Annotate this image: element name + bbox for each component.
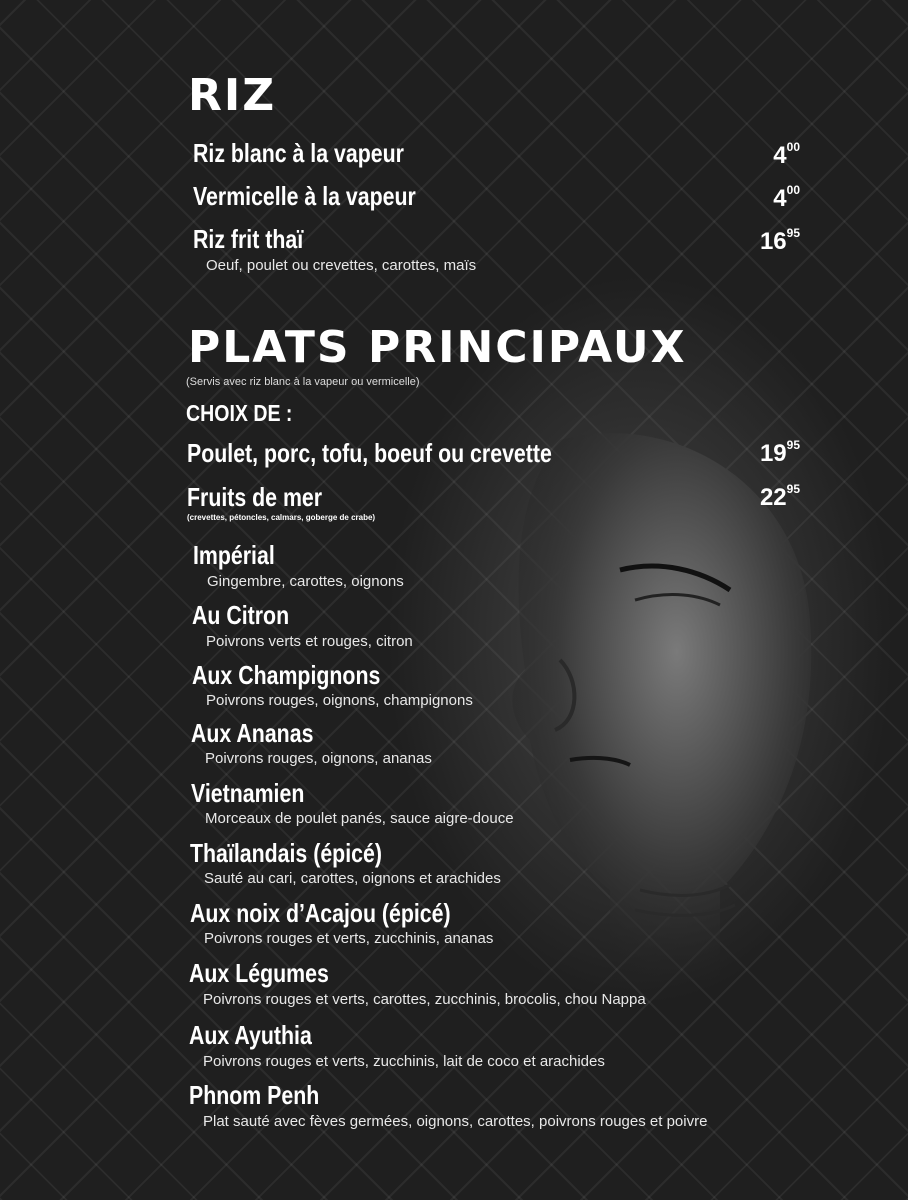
item-description: Poivrons rouges et verts, zucchinis, lait de coco et arachides <box>203 1053 605 1070</box>
item-description: Morceaux de poulet panés, sauce aigre-douce <box>205 810 514 827</box>
item-description: Poivrons verts et rouges, citron <box>206 633 413 650</box>
item-name: Aux Ananas <box>191 718 314 748</box>
item-name: Fruits de mer <box>187 482 323 512</box>
item-price: $22^{95}$ <box>759 482 800 511</box>
item-description: Poivrons rouges et verts, zucchinis, ananas <box>204 930 494 947</box>
item-name: Impérial <box>193 540 275 570</box>
item-name: Aux Légumes <box>189 958 329 988</box>
item-name: Riz blanc à la vapeur <box>193 138 404 168</box>
item-name: Aux Ayuthia <box>189 1020 312 1050</box>
item-name: Au Citron <box>192 600 290 630</box>
item-name: Poulet, porc, tofu, boeuf ou crevette <box>187 438 552 468</box>
section-note: (Servis avec riz blanc à la vapeur ou vermicelle) <box>186 376 420 388</box>
choix-label: CHOIX DE : <box>186 400 293 426</box>
item-description: Sauté au cari, carottes, oignons et arachides <box>204 870 501 887</box>
section-title-plats-principaux: PLATS PRINCIPAUX <box>188 322 687 373</box>
item-description: Poivrons rouges, oignons, champignons <box>206 692 473 709</box>
item-price: $16^{95}$ <box>759 226 800 255</box>
item-name: Vermicelle à la vapeur <box>193 181 416 211</box>
item-name: Aux noix d’Acajou (épicé) <box>190 898 451 928</box>
item-description: Plat sauté avec fèves germées, oignons, carottes, poivrons rouges et poivre <box>203 1113 708 1130</box>
item-description: Gingembre, carottes, oignons <box>207 573 404 590</box>
item-name: Riz frit thaï <box>193 224 304 254</box>
item-name: Aux Champignons <box>192 660 381 690</box>
item-price: $19^{95}$ <box>759 438 800 467</box>
item-description: Oeuf, poulet ou crevettes, carottes, maïs <box>206 257 477 274</box>
item-price: $4^{00}$ <box>773 183 800 212</box>
item-name: Thaïlandais (épicé) <box>190 838 382 868</box>
item-name: Vietnamien <box>191 778 305 808</box>
item-description: Poivrons rouges et verts, carottes, zucchinis, brocolis, chou Nappa <box>203 991 646 1008</box>
item-description: Poivrons rouges, oignons, ananas <box>205 750 432 767</box>
item-price: $4^{00}$ <box>773 140 800 169</box>
item-note: (crevettes, pétoncles, calmars, goberge de crabe) <box>187 513 376 522</box>
section-title-riz: RIZ <box>188 70 277 121</box>
item-name: Phnom Penh <box>189 1080 320 1110</box>
